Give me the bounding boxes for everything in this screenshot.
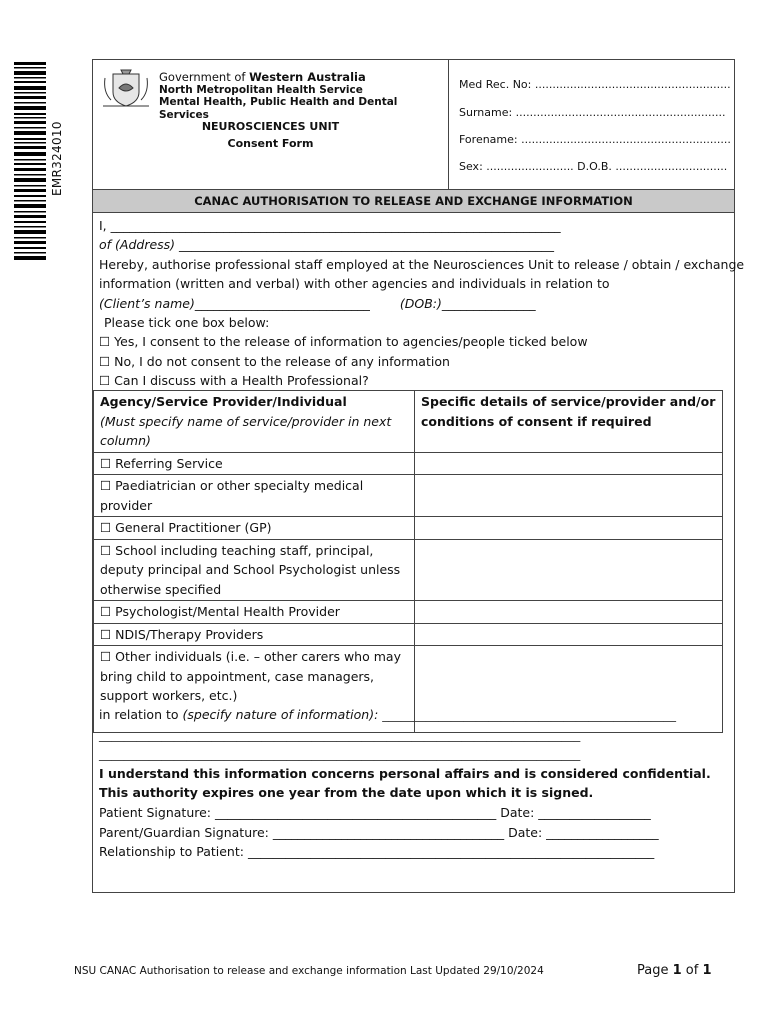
page-num: 1 (672, 963, 682, 978)
client-blank: ____________________________ (194, 296, 370, 311)
agency-checkbox[interactable]: ☐ General Practitioner (GP) (94, 517, 415, 540)
section-title: CANAC AUTHORISATION TO RELEASE AND EXCHANGE INFORMATION (93, 189, 734, 213)
relation-blank2[interactable]: _____________________________________________________________________________ (99, 727, 581, 742)
agency-checkbox[interactable]: ☐ NDIS/Therapy Providers (94, 623, 415, 646)
relation-prefix: in relation to (99, 707, 183, 722)
table-row (94, 452, 723, 475)
footer-text: NSU CANAC Authorisation to release and exchange information Last Updated 29/10/2024 (74, 965, 544, 977)
gov-line1-prefix: Government of (159, 70, 250, 84)
relation-blank1: _______________________________________________ (378, 707, 677, 722)
details-cell[interactable] (415, 475, 723, 517)
table-row (94, 517, 723, 540)
tick-prompt: Please tick one box below: (104, 315, 270, 330)
hereby-line1: Hereby, authorise professional staff employed at the Neurosciences Unit to release / obtain / exchange (99, 257, 745, 272)
relation-label: (specify nature of information): (182, 707, 379, 722)
understand-line1: I understand this information concerns personal affairs and is considered confidential. (99, 766, 711, 781)
address-blank: ____________________________________________________________ (175, 237, 555, 252)
barcode (14, 62, 46, 262)
details-cell[interactable] (415, 517, 723, 540)
gov-line1-bold: Western Australia (249, 70, 366, 84)
client-line[interactable] (99, 296, 536, 311)
med-rec-field[interactable]: Med Rec. No: ........................................................ (459, 78, 731, 91)
unit-name: NEUROSCIENCES UNIT (201, 120, 340, 133)
patient-signature-line[interactable]: Patient Signature: _____________________________________________ Date: __________________ (99, 805, 651, 820)
gov-line2: North Metropolitan Health Service (159, 83, 363, 96)
checkbox-no[interactable]: ☐ No, I do not consent to the release of any information (99, 354, 450, 369)
header-left (93, 60, 449, 189)
page-prefix: Page (637, 963, 673, 978)
name-line[interactable]: I, ________________________________________________________________________ (99, 218, 561, 233)
form-header (93, 60, 734, 189)
gov-line3: Mental Health, Public Health and Dental Services (159, 96, 398, 121)
col2-header: Specific details of service/provider and/or conditions of consent if required (421, 394, 716, 429)
table-row (94, 539, 723, 601)
consent-form (92, 59, 745, 893)
surname-field[interactable]: Surname: ............................................................ (459, 106, 726, 119)
checkbox-yes[interactable]: ☐ Yes, I consent to the release of information to agencies/people ticked below (99, 334, 588, 349)
agency-checkbox[interactable]: ☐ Referring Service (94, 452, 415, 475)
agency-table (93, 390, 723, 733)
hereby-line2: information (written and verbal) with other agencies and individuals in relation to (99, 276, 610, 291)
agency-checkbox[interactable]: ☐ Paediatrician or other specialty medical provider (94, 475, 415, 517)
details-cell[interactable] (415, 452, 723, 475)
details-cell[interactable] (415, 601, 723, 624)
details-cell[interactable] (415, 539, 723, 601)
gov-text (159, 71, 448, 121)
dob-blank: _______________ (441, 296, 536, 311)
dob-label: (DOB:) (399, 296, 442, 311)
address-label: of (Address) (99, 237, 176, 252)
agency-checkbox[interactable]: ☐ Other individuals (i.e. – other carers who may bring child to appointment, case managers, support workers, etc.) (94, 646, 415, 733)
col1-header-cell (94, 391, 415, 453)
checkbox-discuss[interactable]: ☐ Can I discuss with a Health Professional? (99, 373, 369, 388)
table-row (94, 475, 723, 517)
page-total: 1 (702, 963, 712, 978)
col2-header-cell (415, 391, 723, 453)
table-header-row (94, 391, 723, 453)
parent-signature-line[interactable]: Parent/Guardian Signature: _____________________________________ Date: __________________ (99, 825, 659, 840)
client-label: (Client’s name) (99, 296, 195, 311)
agency-checkbox[interactable]: ☐ Psychologist/Mental Health Provider (94, 601, 415, 624)
relation-line[interactable] (99, 707, 676, 722)
address-line[interactable] (99, 237, 554, 252)
relationship-line[interactable]: Relationship to Patient: _________________________________________________________________ (99, 844, 655, 859)
col1-subheader: (Must specify name of service/provider in next column) (100, 413, 392, 448)
page-of: of (681, 963, 703, 978)
wa-crest-icon (99, 66, 153, 112)
barcode-text: EMR324010 (50, 121, 64, 196)
sex-dob-field[interactable]: Sex: ......................... D.O.B. ................................ (459, 160, 728, 173)
details-cell[interactable] (415, 623, 723, 646)
table-row (94, 623, 723, 646)
col1-header: Agency/Service Provider/Individual (100, 394, 347, 409)
agency-checkbox[interactable]: ☐ School including teaching staff, principal, deputy principal and School Psychologist unless otherwise specified (94, 539, 415, 601)
page-number (637, 963, 712, 978)
relation-blank3[interactable]: _____________________________________________________________________________ (99, 746, 581, 761)
forename-field[interactable]: Forename: ............................................................ (459, 133, 731, 146)
form-name: Consent Form (227, 137, 314, 150)
table-row (94, 601, 723, 624)
understand-line2: This authority expires one year from the date upon which it is signed. (99, 785, 594, 800)
